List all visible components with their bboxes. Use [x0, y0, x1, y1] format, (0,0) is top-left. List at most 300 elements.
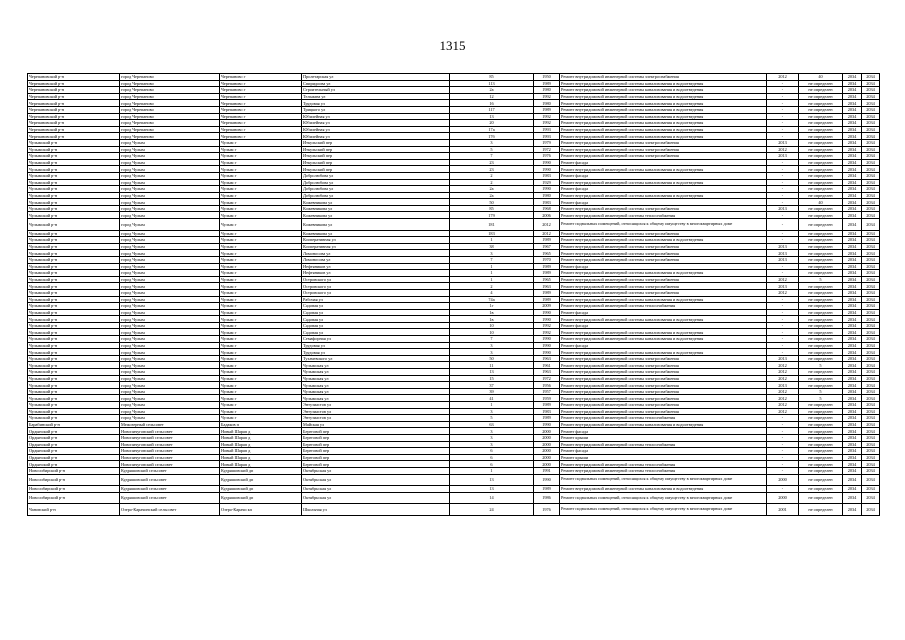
table-cell-municipality: город Чулым [120, 139, 220, 146]
table-cell-start: 2034 [843, 113, 862, 120]
table-row [28, 375, 880, 382]
table-cell-municipality: город Чулым [120, 355, 220, 362]
table-cell-street: Нефтяников ул [302, 270, 450, 277]
table-cell-end: 2034 [862, 243, 880, 250]
table-cell-street: Семафорная ул [302, 336, 450, 343]
table-cell-start: 2034 [843, 106, 862, 113]
table-cell-district: Черепановский р-н [28, 74, 120, 81]
table-row [28, 192, 880, 199]
table-cell-municipality: город Чулым [120, 388, 220, 395]
table-row [28, 448, 880, 455]
table-cell-municipality: город Чулым [120, 172, 220, 179]
table-cell-work: Ремонт подвальных помещений, относящихся к общему имуществу в многоквартирных доме [560, 492, 767, 504]
table-cell-year: 1990 [534, 349, 560, 356]
table-cell-year: 1992 [534, 329, 560, 336]
table-cell-house: 17а [450, 126, 534, 133]
table-cell-start: 2034 [843, 402, 862, 409]
table-cell-settlement: Чулым г [220, 316, 302, 323]
table-cell-work: Ремонт внутридомовой инженерной системы теплоснабжения [560, 212, 767, 219]
table-cell-street: Пролетарская ул [302, 74, 450, 81]
table-cell-start: 2034 [843, 120, 862, 127]
table-cell-plan_year: 2012 [767, 369, 799, 376]
table-cell-district: Барабинский р-н [28, 421, 120, 428]
table-row [28, 421, 880, 428]
table-cell-settlement: Чулым г [220, 283, 302, 290]
table-cell-work: Ремонт внутридомовой инженерной системы канализования и водоотведения [560, 296, 767, 303]
table-cell-start: 2034 [843, 316, 862, 323]
table-cell-settlement: Чулым г [220, 179, 302, 186]
table-cell-end: 2034 [862, 172, 880, 179]
table-cell-street: Садовая ул [302, 322, 450, 329]
table-cell-street: Иткульский пер [302, 159, 450, 166]
table-row [28, 486, 880, 493]
table-cell-settlement: Чулым г [220, 159, 302, 166]
table-cell-settlement: Чулым г [220, 342, 302, 349]
table-cell-district: Черепановский р-н [28, 126, 120, 133]
table-cell-year: 2012 [534, 230, 560, 237]
table-cell-end: 2034 [862, 309, 880, 316]
table-cell-work: Ремонт внутридомовой инженерной системы канализования и водоотведения [560, 126, 767, 133]
table-cell-district: Чулымский р-н [28, 186, 120, 193]
table-cell-house: 23 [450, 166, 534, 173]
table-cell-street: Добролюбова ул [302, 192, 450, 199]
table-cell-house: 24 [450, 504, 534, 516]
table-cell-street: Добролюбова ул [302, 172, 450, 179]
table-cell-municipality: город Чулым [120, 382, 220, 389]
table-cell-year: 1989 [534, 237, 560, 244]
table-cell-start: 2034 [843, 369, 862, 376]
table-cell-settlement: Кудряшовский дп [220, 492, 302, 504]
table-cell-work: Ремонт внутридомовой инженерной системы канализования и водоотведения [560, 120, 767, 127]
table-cell-municipality: Кудряшовский сельсовет [120, 492, 220, 504]
table-cell-house: 1 [450, 402, 534, 409]
table-cell-municipality: Кудряшовский сельсовет [120, 467, 220, 474]
table-cell-year: 2006 [534, 212, 560, 219]
table-cell-plan_year: - [767, 263, 799, 270]
table-cell-municipality: город Чулым [120, 402, 220, 409]
table-cell-district: Чулымский р-н [28, 283, 120, 290]
table-cell-work: Ремонт внутридомовой инженерной системы канализования и водоотведения [560, 192, 767, 199]
table-cell-cost: не определен [799, 212, 843, 219]
table-cell-start: 2034 [843, 428, 862, 435]
table-cell-district: Ордынский р-н [28, 428, 120, 435]
table-cell-work: Ремонт внутридомовой инженерной системы электроснабжения [560, 402, 767, 409]
table-cell-work: Ремонт внутридомовой инженерной системы канализования и водоотведения [560, 336, 767, 343]
table-cell-street: Береговой пер [302, 428, 450, 435]
table-cell-district: Чулымский р-н [28, 362, 120, 369]
table-cell-year: 1990 [534, 159, 560, 166]
table-cell-end: 2034 [862, 486, 880, 493]
table-cell-street: Трицкого ул [302, 106, 450, 113]
table-cell-plan_year: - [767, 192, 799, 199]
table-cell-municipality: город Чулым [120, 205, 220, 212]
table-cell-year: 1980 [534, 192, 560, 199]
table-cell-end: 2034 [862, 100, 880, 107]
table-cell-start: 2034 [843, 362, 862, 369]
table-cell-start: 2034 [843, 100, 862, 107]
table-cell-cost: 5 [799, 362, 843, 369]
table-cell-cost: не определен [799, 159, 843, 166]
table-cell-street: Островского ул [302, 289, 450, 296]
table-row [28, 93, 880, 100]
table-cell-start: 2034 [843, 454, 862, 461]
table-cell-municipality: Новопичуговский сельсовет [120, 441, 220, 448]
table-cell-year: 1957 [534, 388, 560, 395]
table-row [28, 309, 880, 316]
table-cell-plan_year: - [767, 448, 799, 455]
table-cell-plan_year: - [767, 342, 799, 349]
table-cell-house: 5 [450, 146, 534, 153]
table-cell-year: 1983 [534, 172, 560, 179]
table-cell-plan_year: - [767, 126, 799, 133]
table-cell-work: Ремонт внутридомовой инженерной системы электроснабжения [560, 362, 767, 369]
table-row [28, 159, 880, 166]
table-cell-cost: не определен [799, 355, 843, 362]
table-cell-municipality: город Черепаново [120, 133, 220, 140]
table-row [28, 474, 880, 486]
table-cell-cost: не определен [799, 486, 843, 493]
table-cell-house: 3 [450, 349, 534, 356]
table-cell-district: Чулымский р-н [28, 375, 120, 382]
table-cell-street: Энтузиастов ул [302, 415, 450, 422]
table-row [28, 126, 880, 133]
table-cell-street: Октябрьская ул [302, 467, 450, 474]
table-cell-district: Чулымский р-н [28, 415, 120, 422]
table-cell-end: 2034 [862, 296, 880, 303]
table-cell-house: 181 [450, 219, 534, 231]
table-cell-cost: не определен [799, 106, 843, 113]
table-cell-start: 2034 [843, 153, 862, 160]
table-cell-settlement: Кудряшовский дп [220, 486, 302, 493]
table-cell-year: 2012 [534, 219, 560, 231]
table-cell-start: 2034 [843, 172, 862, 179]
table-cell-district: Чулымский р-н [28, 250, 120, 257]
table-row [28, 153, 880, 160]
table-row [28, 250, 880, 257]
table-cell-house: 13 [450, 474, 534, 486]
table-cell-start: 2034 [843, 192, 862, 199]
table-cell-end: 2034 [862, 408, 880, 415]
table-cell-settlement: Черепаново г [220, 113, 302, 120]
table-cell-house: 15 [450, 375, 534, 382]
table-cell-district: Чулымский р-н [28, 303, 120, 310]
table-cell-year: 1990 [534, 474, 560, 486]
table-cell-street: Береговой пер [302, 461, 450, 468]
table-cell-year: 1989 [534, 270, 560, 277]
table-cell-cost: 40 [799, 74, 843, 81]
table-cell-house: 1 [450, 263, 534, 270]
table-row [28, 212, 880, 219]
table-cell-house: 6 [450, 448, 534, 455]
table-cell-plan_year: - [767, 309, 799, 316]
table-cell-work: Ремонт внутридомовой инженерной системы электроснабжения [560, 146, 767, 153]
table-cell-work: Ремонт внутридомовой инженерной системы теплоснабжения [560, 461, 767, 468]
table-cell-municipality: Новопичуговский сельсовет [120, 428, 220, 435]
table-row [28, 256, 880, 263]
table-cell-start: 2034 [843, 461, 862, 468]
table-cell-municipality: город Чулым [120, 296, 220, 303]
table-cell-year: 2000 [534, 441, 560, 448]
table-cell-house: 3 [450, 342, 534, 349]
table-cell-cost: не определен [799, 283, 843, 290]
table-cell-end: 2034 [862, 139, 880, 146]
table-cell-start: 2034 [843, 336, 862, 343]
table-cell-district: Чулымский р-н [28, 342, 120, 349]
table-cell-house: 10 [450, 322, 534, 329]
table-row [28, 382, 880, 389]
table-cell-district: Чулымский р-н [28, 355, 120, 362]
table-cell-street: Береговой пер [302, 441, 450, 448]
table-cell-house: 7 [450, 336, 534, 343]
table-cell-settlement: Новый Шарап д [220, 461, 302, 468]
table-cell-end: 2034 [862, 402, 880, 409]
table-cell-plan_year: - [767, 120, 799, 127]
table-cell-year: 1992 [534, 113, 560, 120]
table-cell-plan_year: - [767, 461, 799, 468]
table-cell-district: Чулымский р-н [28, 212, 120, 219]
table-cell-street: Юбилейная ул [302, 113, 450, 120]
table-cell-district: Новосибирский р-н [28, 492, 120, 504]
table-cell-end: 2034 [862, 316, 880, 323]
table-cell-street: Строительный ул [302, 87, 450, 94]
table-cell-settlement: Чулым г [220, 230, 302, 237]
table-cell-work: Ремонт внутридомовой инженерной системы электроснабжения [560, 388, 767, 395]
table-cell-cost: не определен [799, 93, 843, 100]
table-cell-year: 1989 [534, 80, 560, 87]
table-cell-work: Ремонт фасада [560, 186, 767, 193]
table-cell-year: 1983 [534, 408, 560, 415]
table-cell-end: 2034 [862, 421, 880, 428]
table-cell-district: Чулымский р-н [28, 336, 120, 343]
table-cell-street: Юбилейная ул [302, 126, 450, 133]
table-cell-start: 2034 [843, 474, 862, 486]
table-cell-settlement: Чулым г [220, 355, 302, 362]
table-cell-settlement: Чулым г [220, 237, 302, 244]
table-cell-district: Чулымский р-н [28, 316, 120, 323]
table-cell-street: Трудовая ул [302, 342, 450, 349]
table-cell-work: Ремонт внутридомовой инженерной системы электроснабжения [560, 289, 767, 296]
table-cell-cost: не определен [799, 192, 843, 199]
table-cell-municipality: город Чулым [120, 230, 220, 237]
table-cell-work: Ремонт крыши [560, 454, 767, 461]
table-cell-plan_year: 2012 [767, 402, 799, 409]
table-row [28, 133, 880, 140]
table-cell-district: Черепановский р-н [28, 113, 120, 120]
table-cell-end: 2034 [862, 80, 880, 87]
table-cell-end: 2034 [862, 199, 880, 206]
table-cell-settlement: Чулым г [220, 336, 302, 343]
table-cell-settlement: Новый Шарап д [220, 454, 302, 461]
table-cell-year: 1950 [534, 74, 560, 81]
table-cell-plan_year: 2012 [767, 408, 799, 415]
table-cell-start: 2034 [843, 212, 862, 219]
table-cell-cost: не определен [799, 382, 843, 389]
table-cell-end: 2034 [862, 250, 880, 257]
table-row [28, 492, 880, 504]
table-cell-end: 2034 [862, 375, 880, 382]
table-cell-end: 2034 [862, 93, 880, 100]
table-cell-plan_year: 2000 [767, 492, 799, 504]
table-cell-start: 2034 [843, 80, 862, 87]
table-cell-settlement: Бадаков п [220, 421, 302, 428]
table-cell-start: 2034 [843, 492, 862, 504]
table-cell-plan_year: 2013 [767, 153, 799, 160]
table-cell-year: 2000 [534, 461, 560, 468]
table-cell-year: 1963 [534, 369, 560, 376]
table-cell-cost: не определен [799, 153, 843, 160]
table-cell-start: 2034 [843, 256, 862, 263]
table-cell-house: 13 [450, 486, 534, 493]
table-cell-municipality: город Черепаново [120, 126, 220, 133]
table-cell-plan_year: - [767, 349, 799, 356]
table-cell-end: 2034 [862, 276, 880, 283]
table-cell-municipality: Озеро-Карачинский сельсовет [120, 504, 220, 516]
table-cell-year: 1980 [534, 87, 560, 94]
table-cell-end: 2034 [862, 289, 880, 296]
table-cell-district: Чулымский р-н [28, 179, 120, 186]
table-cell-plan_year: - [767, 106, 799, 113]
table-cell-municipality: город Черепаново [120, 80, 220, 87]
table-cell-work: Ремонт подвальных помещений, относящихся к общему имуществу в многоквартирных доме [560, 219, 767, 231]
table-cell-plan_year: 2013 [767, 139, 799, 146]
table-cell-district: Новосибирский р-н [28, 486, 120, 493]
table-cell-year: 1983 [534, 199, 560, 206]
table-cell-plan_year: 2012 [767, 362, 799, 369]
table-cell-work: Ремонт фасада [560, 428, 767, 435]
table-row [28, 283, 880, 290]
table-row [28, 80, 880, 87]
table-cell-street: Кожевникова ул [302, 230, 450, 237]
table-cell-end: 2034 [862, 322, 880, 329]
table-cell-settlement: Чулым г [220, 303, 302, 310]
table-cell-municipality: Новопичуговский сельсовет [120, 461, 220, 468]
table-cell-work: Ремонт фасада [560, 172, 767, 179]
table-cell-plan_year: 2012 [767, 289, 799, 296]
table-cell-work: Ремонт фасада [560, 309, 767, 316]
table-cell-district: Чулымский р-н [28, 192, 120, 199]
table-row [28, 467, 880, 474]
table-cell-work: Ремонт внутридомовой инженерной системы электроснабжения [560, 205, 767, 212]
table-cell-year: 1963 [534, 355, 560, 362]
table-cell-plan_year: - [767, 186, 799, 193]
table-cell-work: Ремонт внутридомовой инженерной системы электроснабжения [560, 250, 767, 257]
table-cell-street: Добролюбова ул [302, 179, 450, 186]
table-cell-settlement: Чулым г [220, 166, 302, 173]
table-row [28, 434, 880, 441]
table-cell-year: 1986 [534, 492, 560, 504]
table-cell-start: 2034 [843, 230, 862, 237]
table-cell-house: 2 [450, 283, 534, 290]
table-cell-work: Ремонт внутридомовой инженерной системы теплоснабжения [560, 415, 767, 422]
table-cell-plan_year: 2012 [767, 276, 799, 283]
table-cell-cost: не определен [799, 375, 843, 382]
table-cell-municipality: город Чулым [120, 349, 220, 356]
table-cell-cost: не определен [799, 336, 843, 343]
table-cell-house: 85 [450, 205, 534, 212]
table-cell-work: Ремонт внутридомовой инженерной системы канализования и водоотведения [560, 329, 767, 336]
table-row [28, 230, 880, 237]
table-cell-work: Ремонт фасада [560, 322, 767, 329]
table-row [28, 219, 880, 231]
table-cell-settlement: Чулым г [220, 212, 302, 219]
table-cell-settlement: Чулым г [220, 369, 302, 376]
table-cell-work: Ремонт внутридомовой инженерной системы канализования и водоотведения [560, 316, 767, 323]
table-cell-year: 1976 [534, 504, 560, 516]
table-cell-settlement: Чулым г [220, 139, 302, 146]
table-cell-district: Черепановский р-н [28, 133, 120, 140]
table-row [28, 100, 880, 107]
table-cell-year: 1979 [534, 139, 560, 146]
table-cell-plan_year: 2012 [767, 146, 799, 153]
table-cell-year: 1961 [534, 362, 560, 369]
table-cell-district: Ордынский р-н [28, 454, 120, 461]
table-row [28, 146, 880, 153]
table-cell-municipality: город Черепаново [120, 113, 220, 120]
table-cell-year: 1989 [534, 263, 560, 270]
table-cell-work: Ремонт внутридомовой инженерной системы канализования и водоотведения [560, 113, 767, 120]
table-cell-work: Ремонт внутридомовой инженерной системы электроснабжения [560, 395, 767, 402]
table-cell-end: 2034 [862, 120, 880, 127]
table-cell-end: 2034 [862, 230, 880, 237]
table-cell-work: Ремонт внутридомовой инженерной системы канализования и водоотведения [560, 80, 767, 87]
table-cell-settlement: Чулым г [220, 296, 302, 303]
table-cell-cost: не определен [799, 342, 843, 349]
table-cell-house: 50 [450, 355, 534, 362]
table-cell-municipality: город Чулым [120, 256, 220, 263]
table-cell-end: 2034 [862, 448, 880, 455]
table-cell-work: Ремонт внутридомовой инженерной системы канализования и водоотведения [560, 349, 767, 356]
table-cell-start: 2034 [843, 270, 862, 277]
table-cell-end: 2034 [862, 270, 880, 277]
table-cell-year: 1929 [534, 179, 560, 186]
table-cell-work: Ремонт внутридомовой инженерной системы электроснабжения [560, 375, 767, 382]
table-cell-street: Садовая ул [302, 303, 450, 310]
table-cell-year: 2000 [534, 434, 560, 441]
table-cell-cost: не определен [799, 296, 843, 303]
table-cell-cost: не определен [799, 219, 843, 231]
table-cell-house: 37 [450, 382, 534, 389]
table-cell-plan_year: - [767, 454, 799, 461]
table-cell-plan_year: - [767, 322, 799, 329]
table-row [28, 415, 880, 422]
table-cell-year: 1990 [534, 186, 560, 193]
table-cell-plan_year: - [767, 199, 799, 206]
table-cell-cost: не определен [799, 120, 843, 127]
table-cell-district: Новосибирский р-н [28, 474, 120, 486]
table-cell-house: 3 [450, 139, 534, 146]
table-cell-start: 2034 [843, 421, 862, 428]
table-cell-settlement: Черепаново г [220, 126, 302, 133]
table-cell-cost: не определен [799, 329, 843, 336]
table-cell-work: Ремонт внутридомовой инженерной системы электроснабжения [560, 369, 767, 376]
table-cell-cost: не определен [799, 316, 843, 323]
table-cell-house: 1в [450, 316, 534, 323]
table-cell-end: 2034 [862, 362, 880, 369]
table-cell-end: 2034 [862, 186, 880, 193]
table-cell-district: Чулымский р-н [28, 382, 120, 389]
table-cell-house: 11 [450, 362, 534, 369]
table-cell-year: 1990 [534, 342, 560, 349]
table-cell-start: 2034 [843, 74, 862, 81]
table-cell-cost: 5 [799, 276, 843, 283]
table-cell-street: Юбилейная ул [302, 133, 450, 140]
table-cell-municipality: Межозерный сельсовет [120, 421, 220, 428]
table-row [28, 329, 880, 336]
table-cell-start: 2034 [843, 382, 862, 389]
table-cell-street: Трудовая ул [302, 100, 450, 107]
table-cell-district: Чулымский р-н [28, 276, 120, 283]
table-cell-municipality: город Чулым [120, 362, 220, 369]
